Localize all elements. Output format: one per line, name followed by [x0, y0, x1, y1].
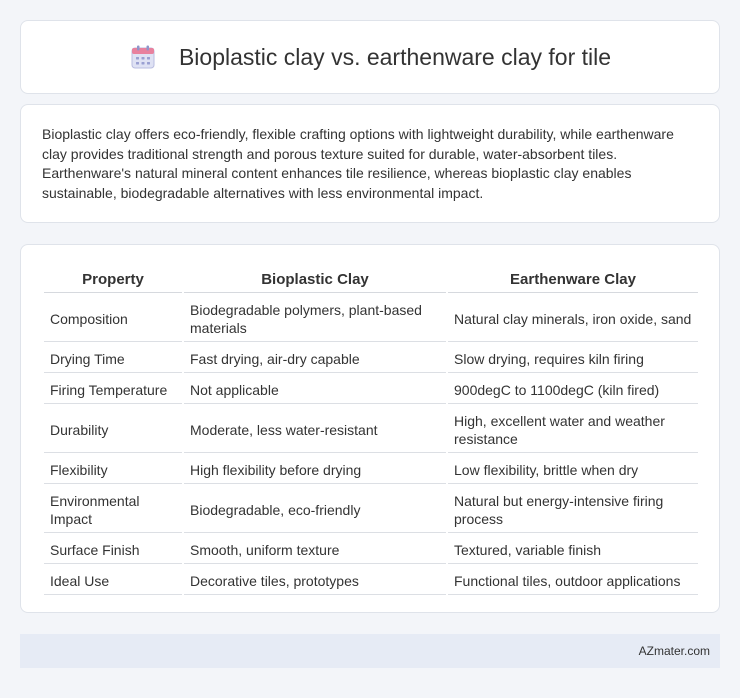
table-row [44, 295, 698, 342]
row-property: Environmental Impact [44, 486, 182, 533]
row-bioplastic: Decorative tiles, prototypes [184, 566, 446, 595]
table-header-row [44, 265, 698, 293]
row-property: Flexibility [44, 455, 182, 484]
comparison-table-card [20, 244, 720, 613]
table-row [44, 486, 698, 533]
row-bioplastic: Biodegradable, eco-friendly [184, 486, 446, 533]
header-earthenware-clay: Earthenware Clay [448, 265, 698, 293]
row-earthenware: Textured, variable finish [448, 535, 698, 564]
row-property: Drying Time [44, 344, 182, 373]
table-row [44, 535, 698, 564]
summary-card [20, 104, 720, 223]
table-row [44, 375, 698, 404]
footer [20, 634, 720, 668]
row-bioplastic: Smooth, uniform texture [184, 535, 446, 564]
row-property: Surface Finish [44, 535, 182, 564]
footer-brand[interactable]: AZmater.com [638, 644, 710, 658]
header-property: Property [44, 265, 182, 293]
summary-text: Bioplastic clay offers eco-friendly, flexible crafting options with lightweight durability, while earthenware clay provides traditional strength and porous texture suited for durable, water-absorbent tiles. Earthenware's natural mineral content enhances tile resilience, whereas bioplastic clay enables sustainable, biodegradable alternatives with less environmental impact. [42, 126, 674, 201]
row-earthenware: Functional tiles, outdoor applications [448, 566, 698, 595]
row-earthenware: Slow drying, requires kiln firing [448, 344, 698, 373]
page-title-text: Bioplastic clay vs. earthenware clay for tile [178, 43, 612, 70]
row-property: Durability [44, 406, 182, 453]
comparison-table [42, 263, 700, 597]
row-bioplastic: Fast drying, air-dry capable [184, 344, 446, 373]
table-row [44, 344, 698, 373]
row-earthenware: Natural clay minerals, iron oxide, sand [448, 295, 698, 342]
table-row [44, 406, 698, 453]
row-bioplastic: Biodegradable polymers, plant-based materials [184, 295, 446, 342]
title-card [20, 20, 720, 94]
row-bioplastic: Moderate, less water-resistant [184, 406, 446, 453]
table-row [44, 566, 698, 595]
row-property: Firing Temperature [44, 375, 182, 404]
page-title [129, 43, 611, 71]
row-bioplastic: Not applicable [184, 375, 446, 404]
row-earthenware: 900degC to 1100degC (kiln fired) [448, 375, 698, 404]
row-earthenware: Low flexibility, brittle when dry [448, 455, 698, 484]
calendar-icon [129, 43, 157, 71]
header-bioplastic-clay: Bioplastic Clay [184, 265, 446, 293]
row-earthenware: Natural but energy-intensive firing process [448, 486, 698, 533]
row-earthenware: High, excellent water and weather resistance [448, 406, 698, 453]
row-property: Ideal Use [44, 566, 182, 595]
row-bioplastic: High flexibility before drying [184, 455, 446, 484]
table-row [44, 455, 698, 484]
row-property: Composition [44, 295, 182, 342]
